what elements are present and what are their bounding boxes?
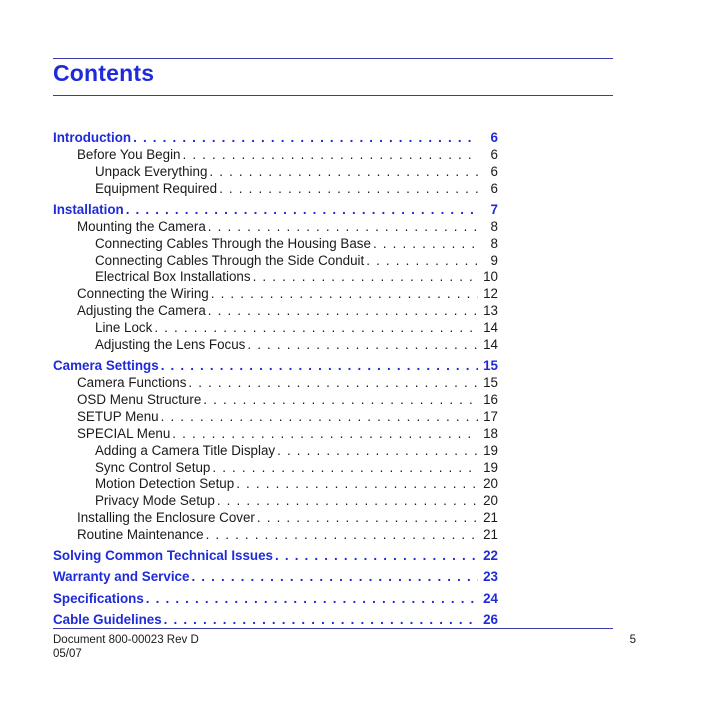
toc-entry-title: OSD Menu Structure [77, 391, 202, 407]
toc-entry-title: Camera Functions [77, 375, 187, 391]
toc-entry[interactable] [53, 286, 498, 303]
toc-entry[interactable] [53, 130, 498, 147]
dot-leader [209, 164, 478, 181]
toc-entry[interactable] [53, 320, 498, 337]
toc-entry[interactable] [53, 358, 498, 375]
toc-entry[interactable] [53, 510, 498, 527]
toc-entry-page: 6 [490, 163, 498, 179]
toc-entry-page: 15 [483, 358, 498, 374]
toc-entry[interactable] [53, 269, 498, 286]
dot-leader [183, 147, 479, 164]
dot-leader [277, 443, 478, 460]
toc-entry-title: SPECIAL Menu [77, 425, 171, 441]
toc-entry-title: Mounting the Camera [77, 218, 206, 234]
toc-entry-page: 18 [483, 425, 498, 441]
dot-leader [161, 409, 478, 426]
toc-entry-title: Connecting Cables Through the Housing Base [95, 235, 371, 251]
toc-entry[interactable] [53, 337, 498, 354]
dot-leader [366, 253, 478, 270]
toc-entry-title: SETUP Menu [77, 408, 159, 424]
toc-entry-page: 10 [483, 269, 498, 285]
toc-entry-page: 8 [490, 218, 498, 234]
toc-entry-title: Connecting the Wiring [77, 286, 209, 302]
toc-entry-page: 6 [490, 130, 498, 145]
toc-entry-title: Unpack Everything [95, 163, 208, 179]
toc-entry-title: Connecting Cables Through the Side Conduit [95, 252, 365, 268]
dot-leader [191, 569, 478, 586]
dot-leader [154, 320, 478, 337]
toc-entry-title: Installation [53, 201, 124, 217]
toc-entry-title: Before You Begin [77, 146, 181, 162]
toc-entry-title: Adjusting the Camera [77, 303, 206, 319]
dot-leader [211, 286, 478, 303]
table-of-contents [53, 130, 498, 629]
toc-entry-title: Adding a Camera Title Display [95, 442, 276, 458]
dot-leader [275, 548, 478, 565]
dot-leader [236, 476, 478, 493]
page-title: Contents [53, 60, 155, 86]
footer-rule [53, 628, 613, 629]
dot-leader [208, 303, 478, 320]
dot-leader [133, 130, 478, 147]
toc-entry-title: Sync Control Setup [95, 459, 211, 475]
toc-entry-page: 7 [490, 201, 498, 217]
dot-leader [373, 236, 478, 253]
toc-entry[interactable] [53, 476, 498, 493]
dot-leader [212, 460, 478, 477]
toc-entry[interactable] [53, 392, 498, 409]
toc-entry[interactable] [53, 443, 498, 460]
toc-entry-page: 8 [490, 235, 498, 251]
dot-leader [217, 493, 478, 510]
toc-entry[interactable] [53, 527, 498, 544]
toc-entry[interactable] [53, 202, 498, 219]
toc-entry[interactable] [53, 409, 498, 426]
toc-entry[interactable] [53, 147, 498, 164]
dot-leader [257, 510, 478, 527]
toc-entry-page: 16 [483, 391, 498, 407]
toc-entry-title: Line Lock [95, 320, 153, 336]
toc-entry[interactable] [53, 219, 498, 236]
dot-leader [164, 612, 478, 629]
dot-leader [206, 527, 478, 544]
top-rule [53, 58, 613, 59]
toc-entry-page: 24 [483, 590, 498, 606]
toc-entry-page: 17 [483, 408, 498, 424]
toc-entry[interactable] [53, 493, 498, 510]
dot-leader [203, 392, 478, 409]
toc-entry-title: Solving Common Technical Issues [53, 548, 274, 564]
dot-leader [188, 375, 478, 392]
toc-entry-page: 20 [483, 476, 498, 492]
toc-entry-title: Adjusting the Lens Focus [95, 336, 246, 352]
dot-leader [126, 202, 478, 219]
dot-leader [219, 181, 478, 198]
toc-entry-page: 12 [483, 286, 498, 302]
toc-entry-title: Privacy Mode Setup [95, 493, 215, 509]
toc-entry-title: Routine Maintenance [77, 527, 204, 543]
toc-entry[interactable] [53, 426, 498, 443]
toc-entry-page: 6 [490, 180, 498, 196]
dot-leader [161, 358, 478, 375]
toc-entry[interactable] [53, 612, 498, 629]
dot-leader [146, 591, 478, 608]
toc-entry-page: 13 [483, 303, 498, 319]
toc-entry[interactable] [53, 303, 498, 320]
toc-entry-page: 6 [490, 146, 498, 162]
toc-entry-title: Electrical Box Installations [95, 269, 251, 285]
toc-entry-page: 22 [483, 548, 498, 564]
title-underline-rule [53, 95, 613, 96]
toc-entry[interactable] [53, 181, 498, 198]
toc-entry-page: 21 [483, 510, 498, 526]
toc-entry-page: 26 [483, 611, 498, 627]
toc-entry-page: 14 [483, 320, 498, 336]
toc-entry-page: 19 [483, 442, 498, 458]
toc-entry[interactable] [53, 569, 498, 586]
footer-date: 05/07 [53, 648, 82, 660]
footer-page-number: 5 [629, 634, 636, 646]
toc-entry-title: Warranty and Service [53, 569, 190, 585]
dot-leader [253, 269, 478, 286]
toc-entry-title: Camera Settings [53, 358, 159, 374]
toc-entry-title: Installing the Enclosure Cover [77, 510, 255, 526]
toc-entry-title: Specifications [53, 590, 144, 606]
toc-entry-title: Introduction [53, 130, 132, 145]
toc-entry-page: 19 [483, 459, 498, 475]
toc-entry[interactable] [53, 236, 498, 253]
footer-document-info [53, 633, 199, 661]
toc-entry[interactable] [53, 460, 498, 477]
toc-entry-page: 23 [483, 569, 498, 585]
toc-entry[interactable] [53, 548, 498, 565]
dot-leader [208, 219, 478, 236]
toc-entry-page: 20 [483, 493, 498, 509]
toc-entry-title: Motion Detection Setup [95, 476, 235, 492]
dot-leader [172, 426, 478, 443]
toc-entry[interactable] [53, 164, 498, 181]
toc-entry[interactable] [53, 375, 498, 392]
toc-entry-title: Equipment Required [95, 180, 218, 196]
toc-entry-page: 9 [490, 252, 498, 268]
dot-leader [247, 337, 478, 354]
toc-entry[interactable] [53, 591, 498, 608]
toc-entry-page: 21 [483, 527, 498, 543]
toc-entry[interactable] [53, 253, 498, 270]
toc-entry-page: 15 [483, 375, 498, 391]
toc-entry-page: 14 [483, 336, 498, 352]
footer-document-id: Document 800-00023 Rev D [53, 634, 199, 646]
toc-entry-title: Cable Guidelines [53, 611, 162, 627]
